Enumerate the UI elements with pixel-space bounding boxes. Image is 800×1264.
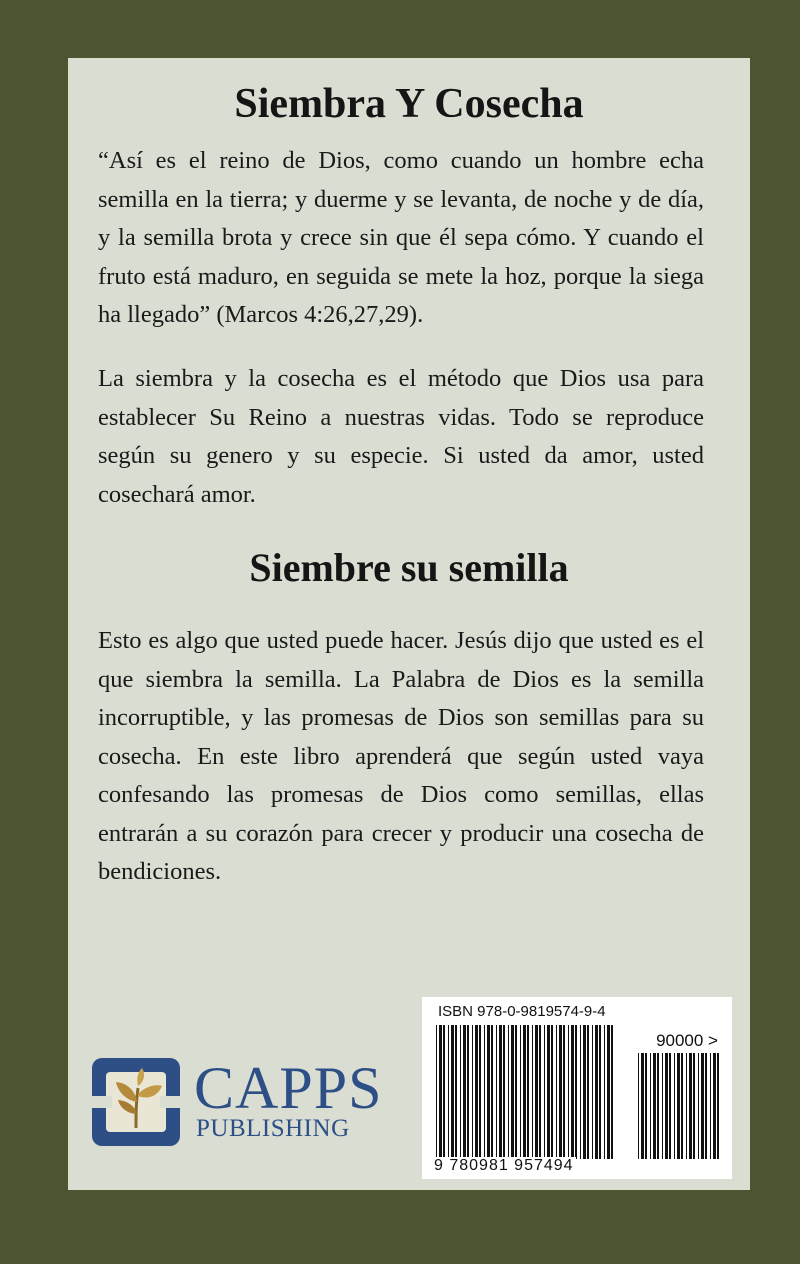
scripture-quote: “Así es el reino de Dios, como cuando un hombre echa semilla en la tierra; y duerme y se levanta, de noche y de día, y la semilla brota y crece sin que él sepa cómo. Y cuando el fruto está maduro, en seguida se mete la hoz, porque la siega ha llegado” (Marcos 4:26,27,29). (98, 147, 704, 328)
plant-sprout-icon (90, 1056, 182, 1148)
intro-paragraph: La siembra y la cosecha es el método que Dios usa para establecer Su Reino a nuestras vidas. Todo se reproduce según su genero y su especie. Si usted da amor, usted cosechará amor. (98, 365, 704, 508)
publisher-logo (90, 1056, 410, 1166)
addon-barcode-bars (638, 1053, 720, 1159)
isbn-label: ISBN 978-0-9819574-9-4 (438, 1003, 606, 1020)
section-heading: Siembre su semilla (249, 545, 569, 590)
price-code: 90000 > (656, 1031, 718, 1050)
title-heading: Siembra Y Cosecha (234, 81, 584, 127)
publisher-name: CAPPS (194, 1055, 383, 1121)
barcode-digits: 9 780981 957494 (434, 1157, 574, 1174)
back-cover-panel (68, 58, 750, 1190)
body-paragraph: Esto es algo que usted puede hacer. Jesús dijo que usted es el que siembra la semilla. La Palabra de Dios es la semilla incorruptible, y las promesas de Dios son semillas para su cosecha. En este libro aprenderá que según usted vaya confesando las promesas de Dios como semillas, ellas entrarán a su corazón para crecer y producir una cosecha de bendiciones. (98, 627, 704, 885)
isbn-barcode (422, 997, 732, 1179)
ean-barcode-bars (436, 1025, 616, 1159)
publisher-subtitle: PUBLISHING (196, 1115, 350, 1142)
